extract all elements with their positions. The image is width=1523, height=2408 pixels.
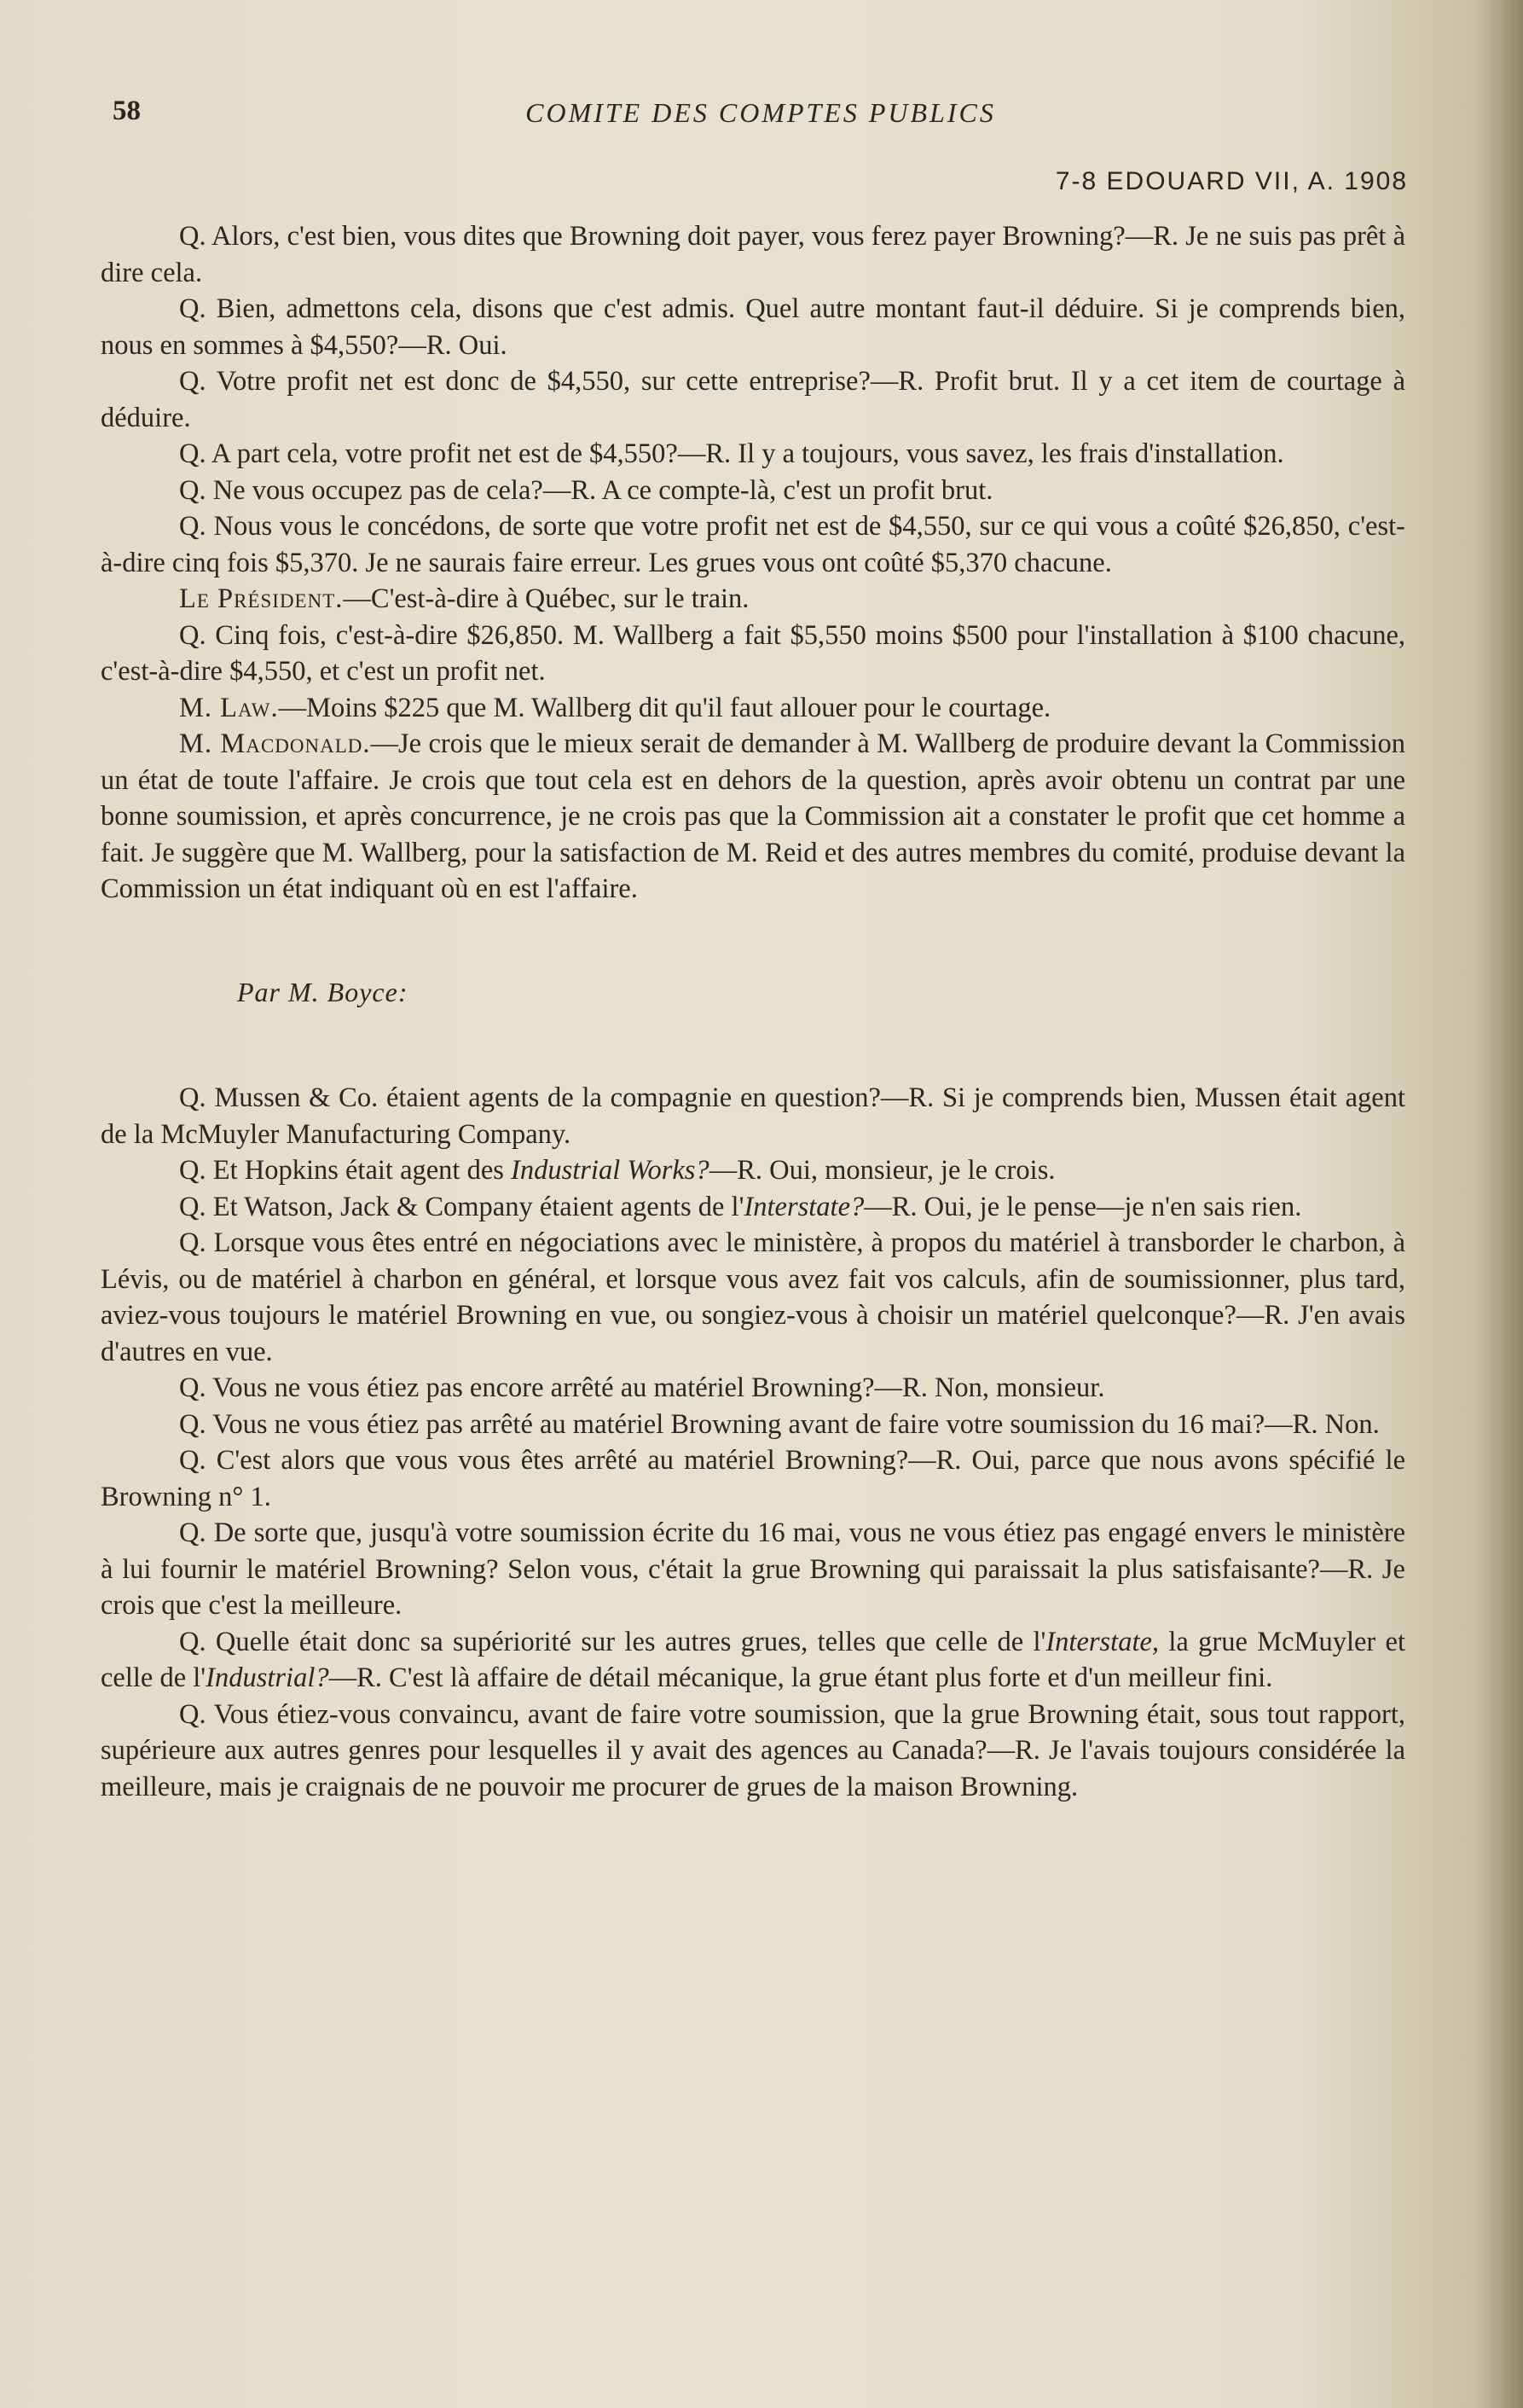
speaker-paragraph (101, 726, 1405, 908)
paragraph: Q. Vous ne vous étiez pas encore arrêté au matériel Browning?—R. Non, monsieur. (179, 1372, 1105, 1403)
running-title: COMITE DES COMPTES PUBLICS (525, 97, 996, 128)
paragraph: Q. Alors, c'est bien, vous dites que Browning doit payer, vous ferez payer Browning?—R. Je ne suis pas prêt à dire cela. (101, 221, 1405, 288)
examiner-subheading: Par M. Boyce: (237, 976, 408, 1007)
speaker-name: M. Law. (179, 692, 279, 723)
paragraph: Q. Votre profit net est donc de $4,550, sur cette entreprise?—R. Profit brut. Il y a cet item de courtage à déduire. (101, 366, 1405, 433)
paragraph: Q. De sorte que, jusqu'à votre soumission écrite du 16 mai, vous ne vous étiez pas engagé envers le ministère à lui fournir le matériel Browning? Selon vous, c'était la grue Browning qui paraissait la plus satisfaisante?—R. Je crois que c'est la meilleure. (101, 1517, 1405, 1621)
page-header (113, 96, 1409, 138)
italic-term: Industrial Works? (511, 1155, 709, 1186)
paragraph: Q. Nous vous le concédons, de sorte que votre profit net est de $4,550, sur ce qui vous a coûté $26,850, c'est-à-dire cinq fois $5,370. Je ne saurais faire erreur. Les grues vous ont coûté $5,370 chacune. (101, 511, 1405, 578)
paragraph: Q. Cinq fois, c'est-à-dire $26,850. M. Wallberg a fait $5,550 moins $500 pour l'installation à $100 chacune, c'est-à-dire $4,550, et c'est un profit net. (101, 619, 1405, 687)
text-run: Q. Et Hopkins était agent des (179, 1155, 512, 1186)
paragraph: Q. C'est alors que vous vous êtes arrêté au matériel Browning?—R. Oui, parce que nous avons spécifié le Browning n° 1. (101, 1445, 1405, 1512)
speaker-paragraph (101, 581, 1405, 618)
paragraph: Q. Mussen & Co. étaient agents de la compagnie en question?—R. Si je comprends bien, Mussen était agent de la McMuyler Manufacturing Company. (101, 1082, 1405, 1150)
page-number: 58 (113, 96, 141, 126)
speaker-name: Le Président. (179, 583, 344, 614)
paragraph (101, 1152, 1405, 1189)
italic-term: Interstate? (744, 1191, 865, 1222)
speaker-paragraph (101, 690, 1405, 727)
italic-term: Interstate, (1045, 1626, 1160, 1657)
speaker-name: M. Macdonald. (179, 728, 371, 759)
speaker-text: —Je crois que le mieux serait de demander à M. Wallberg de produire devant la Commission un état de toute l'affaire. Je crois que tout cela est en dehors de la question, après avoir obtenu un contrat par une bonne soumission, et après concurrence, je ne crois pas que la Commission ait a constater le profit que cet homme a fait. Je suggère que M. Wallberg, pour la satisfaction de M. Reid et des autres membres du comité, produise devant la Commission un état indiquant où en est l'affaire. (101, 728, 1405, 904)
speaker-text: —Moins $225 que M. Wallberg dit qu'il faut allouer pour le courtage. (278, 692, 1051, 723)
text-run: —R. Oui, je le pense—je n'en sais rien. (864, 1191, 1302, 1222)
text-run: Q. Et Watson, Jack & Company étaient agents de l' (179, 1191, 744, 1222)
italic-term: Industrial? (206, 1662, 329, 1693)
paragraph: Q. Vous étiez-vous convaincu, avant de faire votre soumission, que la grue Browning était, sous tout rapport, supérieure aux autres genres pour lesquelles il y avait des agences au Canada?—R. Je l'avais toujours considérée la meilleure, mais je craignais de ne pouvoir me procurer de grues de la maison Browning. (101, 1698, 1405, 1802)
text-run: Q. Quelle était donc sa supériorité sur les autres grues, telles que celle de l' (179, 1626, 1046, 1657)
text-run: —R. C'est là affaire de détail mécanique, la grue étant plus forte et d'un meilleur fini. (328, 1662, 1273, 1693)
paragraph: Q. Bien, admettons cela, disons que c'est admis. Quel autre montant faut-il déduire. Si je comprends bien, nous en sommes à $4,550?—R. Oui. (101, 293, 1405, 361)
paragraph (101, 1189, 1405, 1226)
session-line: 7-8 EDOUARD VII, A. 1908 (1055, 167, 1408, 195)
paragraph: Q. Vous ne vous étiez pas arrêté au matériel Browning avant de faire votre soumission du 16 mai?—R. Non. (179, 1408, 1380, 1440)
paragraph: Q. Ne vous occupez pas de cela?—R. A ce compte-là, c'est un profit brut. (179, 474, 993, 506)
paragraph: Q. Lorsque vous êtes entré en négociations avec le ministère, à propos du matériel à transborder le charbon, à Lévis, ou de matériel à charbon en général, et lorsque vous avez fait vos calculs, afin de soumissionner, plus tard, aviez-vous toujours le matériel Browning en vue, ou songiez-vous à choisir un matériel quelconque?—R. J'en avais d'autres en vue. (101, 1227, 1405, 1367)
paragraph: Q. A part cela, votre profit net est de $4,550?—R. Il y a toujours, vous savez, les frais d'installation. (179, 438, 1284, 469)
paragraph (101, 1624, 1405, 1697)
body-text (101, 218, 1405, 1805)
text-run: —R. Oui, monsieur, je le crois. (709, 1155, 1056, 1186)
speaker-text: —C'est-à-dire à Québec, sur le train. (343, 583, 750, 614)
text-run: la grue McMuyler et celle de l' (101, 1626, 1405, 1693)
